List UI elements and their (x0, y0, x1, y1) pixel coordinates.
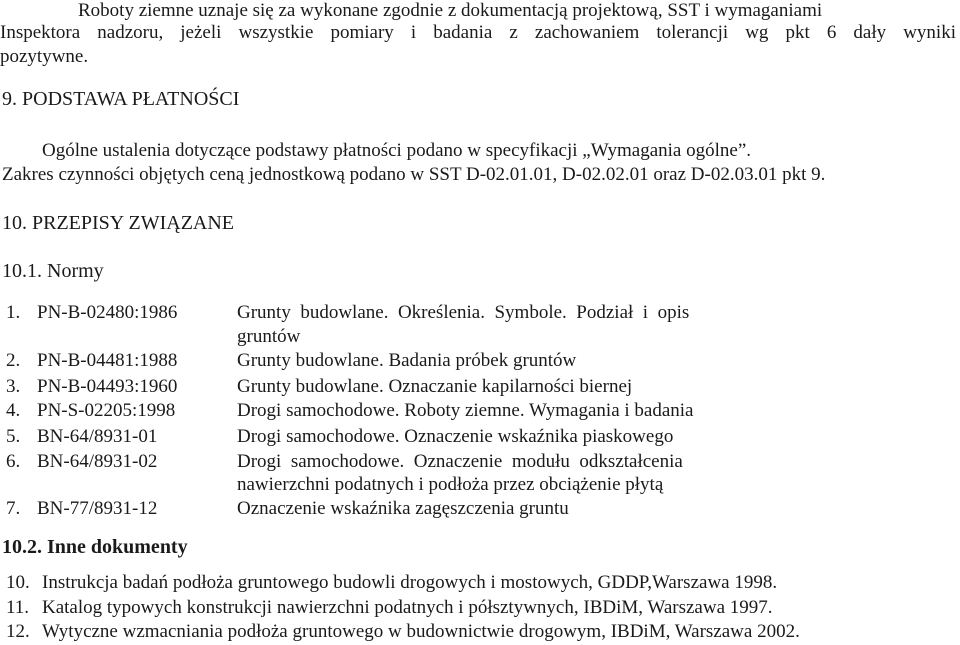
norm-description-continued: gruntów (237, 326, 301, 347)
document-text: Wytyczne wzmacniania podłoża gruntowego w budownictwie drogowym, IBDiM, Warszawa 2002. (42, 621, 800, 642)
norm-row (0, 376, 960, 400)
intro-line-3: pozytywne. (0, 46, 89, 67)
norm-description: Grunty budowlane. Badania próbek gruntów (237, 350, 577, 371)
section-9-paragraph-1: Ogólne ustalenia dotyczące podstawy płatności podano w specyfikacji „Wymagania ogólne”. (42, 140, 752, 161)
norm-number: 6. (6, 451, 21, 472)
intro-line-1: Roboty ziemne uznaje się za wykonane zgodnie z dokumentacją projektową, SST i wymaganiami (78, 0, 823, 21)
norm-row-continuation (0, 326, 960, 350)
norm-description-continued: nawierzchni podatnych i podłoża przez obciążenie płytą (237, 474, 664, 495)
document-number: 11. (6, 597, 30, 618)
document-row (0, 621, 960, 645)
norm-code: BN-64/8931-01 (37, 426, 158, 447)
norm-number: 1. (6, 302, 21, 323)
document-row (0, 597, 960, 621)
norm-number: 5. (6, 426, 21, 447)
norm-number: 3. (6, 376, 21, 397)
document-text: Instrukcja badań podłoża gruntowego budowli drogowych i mostowych, GDDP,Warszawa 1998. (42, 572, 778, 593)
norm-row (0, 426, 960, 450)
norms-heading: 10.1. Normy (2, 260, 104, 282)
norm-description: Grunty budowlane. Oznaczanie kapilarności biernej (237, 376, 633, 397)
norm-code: PN-B-04493:1960 (37, 376, 178, 397)
section-10-heading: 10. PRZEPISY ZWIĄZANE (2, 212, 235, 234)
norm-number: 2. (6, 350, 21, 371)
document-text: Katalog typowych konstrukcji nawierzchni podatnych i półsztywnych, IBDiM, Warszawa 1997. (42, 597, 773, 618)
document-number: 12. (6, 621, 30, 642)
norm-description: Oznaczenie wskaźnika zagęszczenia gruntu (237, 498, 569, 519)
document-row (0, 572, 960, 596)
norm-number: 4. (6, 400, 21, 421)
norm-code: BN-77/8931-12 (37, 498, 158, 519)
norm-description: Grunty budowlane. Określenia. Symbole. Podział i opis (237, 302, 690, 323)
other-documents-heading: 10.2. Inne dokumenty (2, 536, 188, 558)
norm-description: Drogi samochodowe. Roboty ziemne. Wymagania i badania (237, 400, 694, 421)
norm-code: PN-S-02205:1998 (37, 400, 176, 421)
norm-row (0, 350, 960, 374)
norm-description: Drogi samochodowe. Oznaczenie wskaźnika piaskowego (237, 426, 674, 447)
norm-row (0, 498, 960, 522)
document-number: 10. (6, 572, 30, 593)
section-9-heading: 9. PODSTAWA PŁATNOŚCI (2, 88, 240, 110)
norm-row (0, 302, 960, 326)
norm-row (0, 400, 960, 424)
norm-code: BN-64/8931-02 (37, 451, 158, 472)
norm-row-continuation (0, 474, 960, 498)
norm-description: Drogi samochodowe. Oznaczenie modułu odkształcenia (237, 451, 683, 472)
norm-code: PN-B-02480:1986 (37, 302, 178, 323)
section-9-paragraph-2: Zakres czynności objętych ceną jednostkową podano w SST D-02.01.01, D-02.02.01 oraz D-02.03.01 pkt 9. (2, 164, 826, 185)
norm-code: PN-B-04481:1988 (37, 350, 178, 371)
norm-row (0, 451, 960, 475)
intro-line-2: Inspektora nadzoru, jeżeli wszystkie pomiary i badania z zachowaniem tolerancji wg pkt 6 dały wyniki (0, 22, 956, 43)
norm-number: 7. (6, 498, 21, 519)
